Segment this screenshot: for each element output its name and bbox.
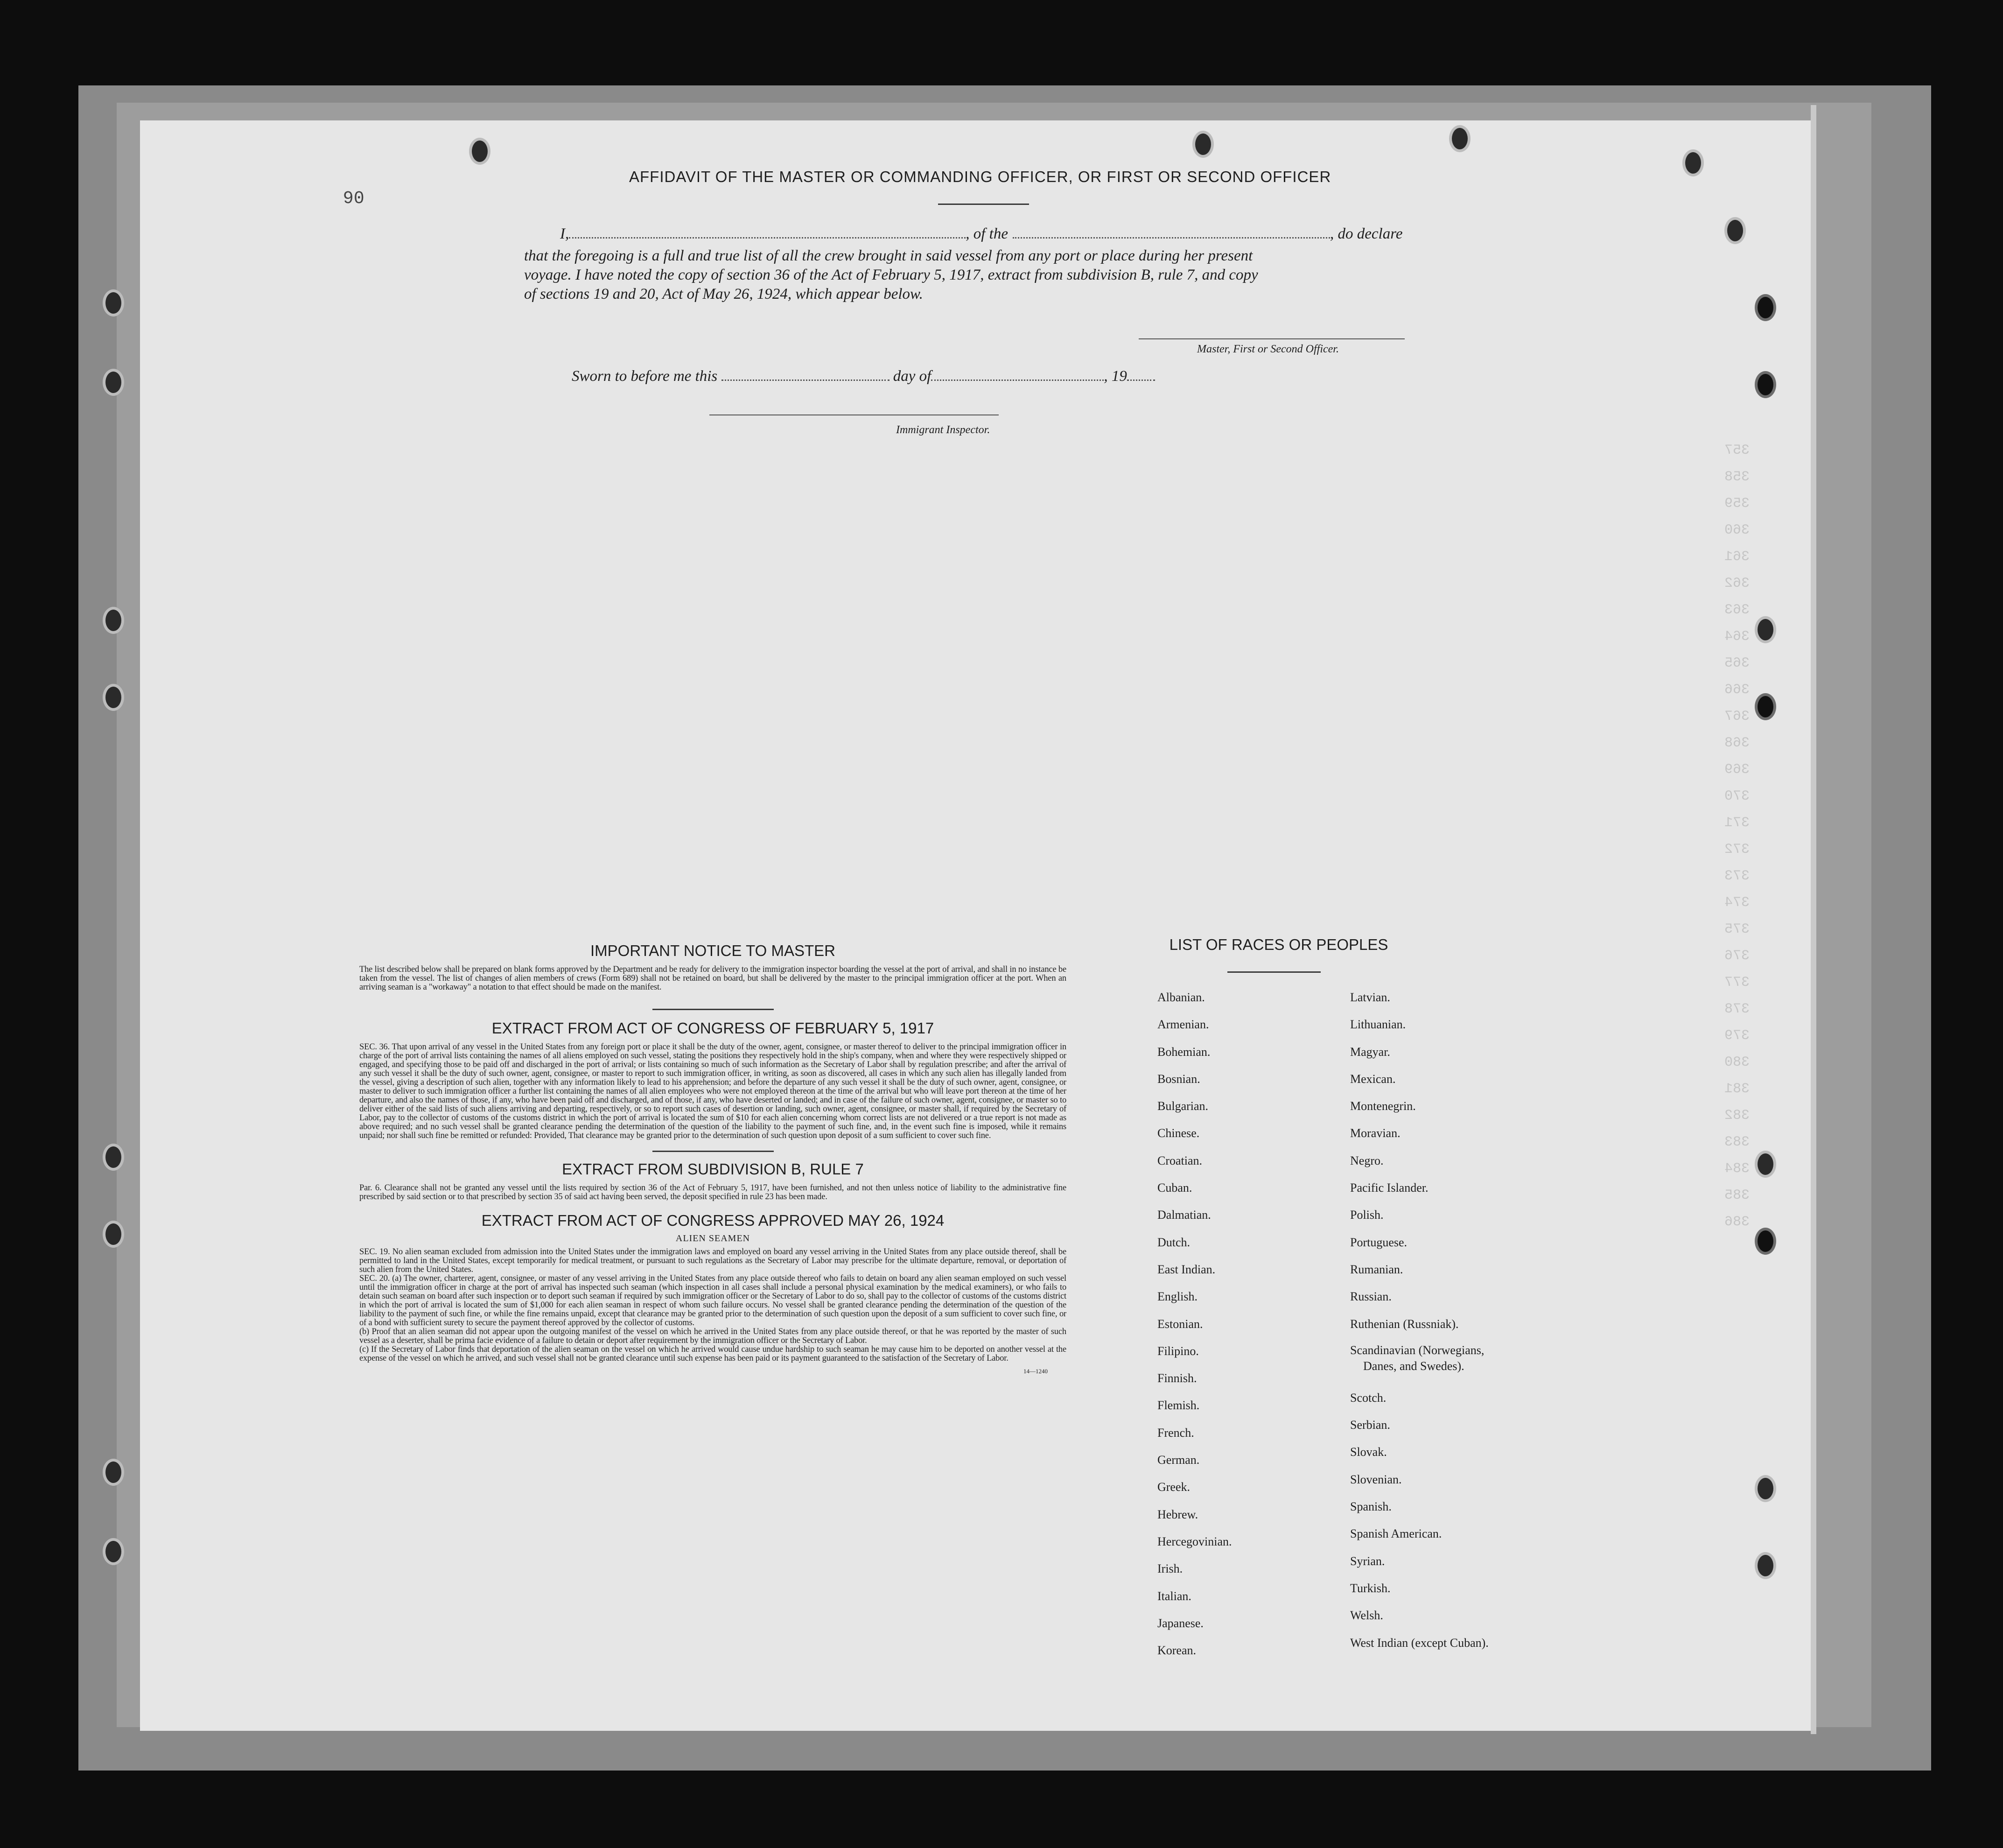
year-label: , 19 [1104, 368, 1127, 385]
race-item: Slovak. [1350, 1445, 1387, 1459]
binder-hole [1755, 371, 1776, 398]
bleed-through-number: 376 [1724, 948, 1750, 964]
race-item: Portuguese. [1350, 1235, 1408, 1249]
affidavit-title: AFFIDAVIT OF THE MASTER OR COMMANDING OFFICER, OR FIRST OR SECOND OFFICER [629, 168, 1331, 185]
sec20b-text: (b) Proof that an alien seaman did not appear upon the outgoing manifest of the vessel on which he arrived in the United States from any place outside thereof, or that he was reported by the master of such vessel as a deserter, shall be prima facie evidence of a failure to detain or deport after requirement by the immigration officer or the Secretary of Labor. [359, 1327, 1066, 1345]
bleed-through-number: 367 [1724, 709, 1750, 724]
master-signature-line[interactable] [1139, 338, 1405, 339]
binder-hole [1682, 149, 1704, 176]
affidavit-line-4: of sections 19 and 20, Act of May 26, 1924, which appear below. [524, 286, 923, 302]
bleed-through-number: 380 [1724, 1054, 1750, 1070]
race-item: Albanian. [1157, 991, 1205, 1004]
alien-seamen-subtitle: ALIEN SEAMEN [675, 1233, 750, 1244]
binder-hole [103, 684, 124, 711]
affidavit-line-1 [551, 225, 1484, 243]
race-item: German. [1157, 1453, 1200, 1467]
binder-hole [1192, 131, 1214, 158]
bleed-through-number: 383 [1724, 1134, 1750, 1150]
race-item: Spanish. [1350, 1500, 1392, 1514]
race-item: Rumanian. [1350, 1262, 1403, 1276]
bleed-through-number: 378 [1724, 1001, 1750, 1017]
bleed-through-number: 360 [1724, 522, 1750, 538]
race-item: Montenegrin. [1350, 1099, 1416, 1113]
race-item: Turkish. [1350, 1581, 1391, 1595]
sheet-edge [1811, 105, 1816, 1734]
inspector-caption: Immigrant Inspector. [896, 424, 990, 436]
binder-hole [103, 289, 124, 316]
bleed-through-number: 382 [1724, 1108, 1750, 1124]
binder-hole [1755, 1228, 1776, 1255]
notice-section [359, 942, 1066, 1375]
race-item: Japanese. [1157, 1616, 1204, 1630]
race-item: Syrian. [1350, 1554, 1385, 1568]
bleed-through-number: 385 [1724, 1187, 1750, 1203]
race-item: Serbian. [1350, 1418, 1390, 1432]
races-column-2 [1350, 984, 1583, 1657]
race-item: Mexican. [1350, 1072, 1396, 1086]
do-declare-label: , do declare [1330, 225, 1403, 242]
race-item: Estonian. [1157, 1317, 1203, 1331]
master-caption: Master, First or Second Officer. [1197, 343, 1339, 355]
race-item: Bosnian. [1157, 1072, 1200, 1086]
race-item: Polish. [1350, 1208, 1384, 1222]
race-item: Pacific Islander. [1350, 1181, 1429, 1195]
race-item: Italian. [1157, 1589, 1191, 1603]
binder-hole [103, 1221, 124, 1248]
binder-hole [469, 138, 490, 165]
race-item: Chinese. [1157, 1126, 1200, 1140]
bleed-through-number: 384 [1724, 1161, 1750, 1177]
name-blank[interactable] [569, 229, 966, 239]
bleed-through-number: 364 [1724, 629, 1750, 645]
binder-hole [1755, 1151, 1776, 1178]
race-item: Flemish. [1157, 1398, 1200, 1412]
race-item: Hercegovinian. [1157, 1534, 1232, 1548]
race-item: Bohemian. [1157, 1045, 1211, 1059]
bleed-through-number: 377 [1724, 975, 1750, 991]
races-title: LIST OF RACES OR PEOPLES [1169, 936, 1388, 953]
extract-rule7-text: Par. 6. Clearance shall not be granted any vessel until the lists required by section 36 of the Act of February 5, 1917, have been furnished, and not then unless notice of liability to the administrative fine prescribed by said section or to that prescribed by section 35 of said act having been served, the deposit specified in rule 23 has been made. [359, 1183, 1066, 1202]
binder-hole [1755, 616, 1776, 643]
notice-rule [652, 1009, 774, 1010]
bleed-through-number: 374 [1724, 895, 1750, 911]
binder-hole [1755, 1475, 1776, 1502]
binder-hole [103, 1459, 124, 1486]
extract-1917-text: SEC. 36. That upon arrival of any vessel in the United States from any foreign port or place it shall be the duty of the owner, agent, consignee, or master thereof to deliver to the principal immigration officer in charge of the port of arrival lists containing the names of all aliens employed on such vessel, stating the positions they respectively hold in the ship's company, when and where they were respectively shipped or engaged, and specifying those to be paid off and discharged in the port of arrival; or lists containing so much of such information as the Secretary of Labor shall by regulation prescribe; and after the arrival of any such vessel it shall be the duty of such owner, agent, consignee, or master to report to such immigration officer, in writing, as soon as discovered, all cases in which any such alien has illegally landed from the vessel, giving a description of such alien, together with any information likely to lead to his apprehension; and before the departure of any such vessel it shall be the duty of such owner, agent, consignee, or master to deliver to such immigration officer a further list containing the names of all alien employees who were not employed thereon at the time of the arrival but who will leave port thereon at the time of her departure, and also the names of those, if any, who have been paid off and discharged, and of those, if any, who have deserted or landed; and in case of the failure of such owner, agent, consignee, or master so to deliver either of the said lists of such aliens arriving and departing, respectively, or so to report such cases of desertion or landing, such owner, agent, consignee, or master shall, if required by the Secretary of Labor, pay to the collector of customs of the customs district in which the port of arrival is located the sum of $10 for each alien concerning whom correct lists are not delivered or a true report is not made as above required; and no such vessel shall be granted clearance pending the determination of the question of the liability to the payment of such fine, and, in the event such fine is imposed, while it remains unpaid; nor shall such fine be remitted or refunded: Provided, That clearance may be granted prior to the determination of such question upon deposit of a sum sufficient to cover such fine. [359, 1042, 1066, 1140]
sec20c-text: (c) If the Secretary of Labor finds that deportation of the alien seaman on the vessel on which he arrived would cause undue hardship to such seaman he may cause him to be deported on another vessel at the expense of the vessel on which he arrived, and such vessel shall not be granted clearance until such expense has been paid or its payment guaranteed to the satisfaction of the Secretary of Labor. [359, 1345, 1066, 1363]
race-item: Irish. [1157, 1562, 1183, 1576]
bleed-through-number: 372 [1724, 842, 1750, 857]
races-column-1 [1157, 984, 1344, 1664]
race-item: Bulgarian. [1157, 1099, 1209, 1113]
affidavit-i-label: I, [560, 225, 569, 242]
race-item: French. [1157, 1426, 1194, 1440]
day-blank[interactable] [721, 371, 889, 381]
notice-title: IMPORTANT NOTICE TO MASTER [590, 942, 835, 959]
race-item: Slovenian. [1350, 1472, 1402, 1486]
race-item: Armenian. [1157, 1018, 1209, 1032]
form-number: 14—1240 [1023, 1368, 1048, 1375]
race-item: Hebrew. [1157, 1507, 1198, 1521]
bleed-through-number: 362 [1724, 576, 1750, 591]
year-blank[interactable] [1127, 371, 1155, 381]
binder-hole [1724, 217, 1746, 244]
bleed-through-number: 365 [1724, 655, 1750, 671]
day-of-label: day of [893, 368, 931, 385]
race-item: Scotch. [1350, 1391, 1387, 1405]
of-the-label: , of the [966, 225, 1008, 242]
race-item: Korean. [1157, 1644, 1197, 1658]
sec20a-text: SEC. 20. (a) The owner, charterer, agent, consignee, or master of any vessel arriving in the United States from any place outside thereof who fails to detain on board any alien seaman employed on such vessel until the immigration officer in charge at the port of arrival has inspected such seaman (which inspection in all cases shall include a personal physical examination by the medical examiners), or who fails to detain such seaman on board after such inspection or to deport such seaman if required by such immigration officer or the Secretary of Labor to do so, shall pay to the collector of customs of the customs district in which the port of arrival is located the sum of $1,000 for each alien seaman in respect of whom such failure occurs. No vessel shall be granted clearance pending the determination of the question of the liability to the payment of such fine, or while the fine remains unpaid, except that clearance may be granted prior to the determination of such question upon the deposit of a sum sufficient to cover such fine, or of a bond with sufficient surety to secure the payment thereof approved by the collector of customs. [359, 1274, 1066, 1328]
race-item: Spanish American. [1350, 1527, 1442, 1541]
bleed-through-number: 359 [1724, 496, 1750, 512]
race-item-continuation: Danes, and Swedes). [1363, 1359, 1464, 1373]
race-item: Filipino. [1157, 1344, 1199, 1358]
notice-text: The list described below shall be prepared on blank forms approved by the Department and be ready for delivery to the immigration inspector boarding the vessel at the port of arrival, and shall in no instance be taken from the vessel. The list of changes of alien members of crews (Form 689) shall not be retained on board, but shall be delivered by the master to the principal immigration officer at the port. When an arriving seaman is a "workaway" a notation to that effect should be made on the manifest. [359, 965, 1066, 992]
bleed-through-number: 358 [1724, 469, 1750, 485]
race-item: Lithuanian. [1350, 1018, 1406, 1032]
bleed-through-number: 363 [1724, 602, 1750, 618]
race-item: Ruthenian (Russniak). [1350, 1317, 1459, 1331]
vessel-blank[interactable] [1013, 229, 1330, 239]
race-item: Magyar. [1350, 1045, 1390, 1059]
binder-hole [1449, 125, 1471, 152]
binder-hole [1755, 1552, 1776, 1579]
bleed-through-number: 375 [1724, 921, 1750, 937]
binder-hole [103, 1144, 124, 1171]
race-item: Negro. [1350, 1153, 1384, 1167]
binder-hole [1755, 294, 1776, 321]
race-item: West Indian (except Cuban). [1350, 1636, 1489, 1650]
bleed-through-number: 370 [1724, 788, 1750, 804]
extract-1917-title: EXTRACT FROM ACT OF CONGRESS OF FEBRUARY 5, 1917 [491, 1019, 934, 1037]
race-item: Croatian. [1157, 1153, 1203, 1167]
race-item: English. [1157, 1290, 1198, 1304]
race-item: Russian. [1350, 1290, 1392, 1304]
bleed-through-number: 361 [1724, 549, 1750, 565]
title-rule [938, 204, 1029, 205]
race-item: East Indian. [1157, 1262, 1216, 1276]
bleed-through-number: 371 [1724, 815, 1750, 831]
race-item: Moravian. [1350, 1126, 1401, 1140]
month-blank[interactable] [931, 371, 1104, 381]
race-item: Dutch. [1157, 1235, 1191, 1249]
extract-1917-rule [652, 1151, 774, 1152]
bleed-through-number: 368 [1724, 735, 1750, 751]
race-item: Scandinavian (Norwegians, [1350, 1343, 1485, 1357]
races-rule [1227, 971, 1321, 973]
binder-hole [103, 607, 124, 634]
bleed-through-number: 379 [1724, 1028, 1750, 1044]
binder-hole [103, 369, 124, 396]
bleed-through-number: 357 [1724, 443, 1750, 458]
race-item: Finnish. [1157, 1371, 1197, 1385]
extract-rule7-title: EXTRACT FROM SUBDIVISION B, RULE 7 [562, 1160, 864, 1178]
binder-hole [103, 1538, 124, 1565]
bleed-through-number: 373 [1724, 868, 1750, 884]
affidavit-line-3: voyage. I have noted the copy of section 36 of the Act of February 5, 1917, extract from subdivision B, rule 7, and copy [524, 267, 1258, 283]
bleed-through-number: 381 [1724, 1081, 1750, 1097]
bleed-through-number: 386 [1724, 1214, 1750, 1230]
binder-hole [1755, 693, 1776, 720]
race-item: Dalmatian. [1157, 1208, 1211, 1222]
extract-1924-title: EXTRACT FROM ACT OF CONGRESS APPROVED MAY 26, 1924 [481, 1212, 945, 1229]
sworn-label: Sworn to before me this [572, 368, 718, 385]
bleed-through-number: 366 [1724, 682, 1750, 698]
sworn-line [572, 368, 1155, 385]
document-sheet [140, 120, 1811, 1731]
affidavit-line-2: that the foregoing is a full and true list of all the crew brought in said vessel from any port or place during her present [524, 247, 1253, 264]
margin-mark: 06 [343, 186, 364, 206]
race-item: Latvian. [1350, 991, 1390, 1004]
race-item: Greek. [1157, 1480, 1191, 1494]
race-item: Cuban. [1157, 1181, 1192, 1195]
bleed-through-number: 369 [1724, 762, 1750, 778]
sec19-text: SEC. 19. No alien seaman excluded from admission into the United States under the immigration laws and employed on board any vessel arriving in the United States from any place outside thereof, shall be permitted to land in the United States, except temporarily for medical treatment, or pursuant to such regulations as the Secretary of Labor may prescribe for the ultimate departure, removal, or deportation of such alien from the United States. [359, 1247, 1066, 1274]
race-item: Welsh. [1350, 1609, 1383, 1623]
